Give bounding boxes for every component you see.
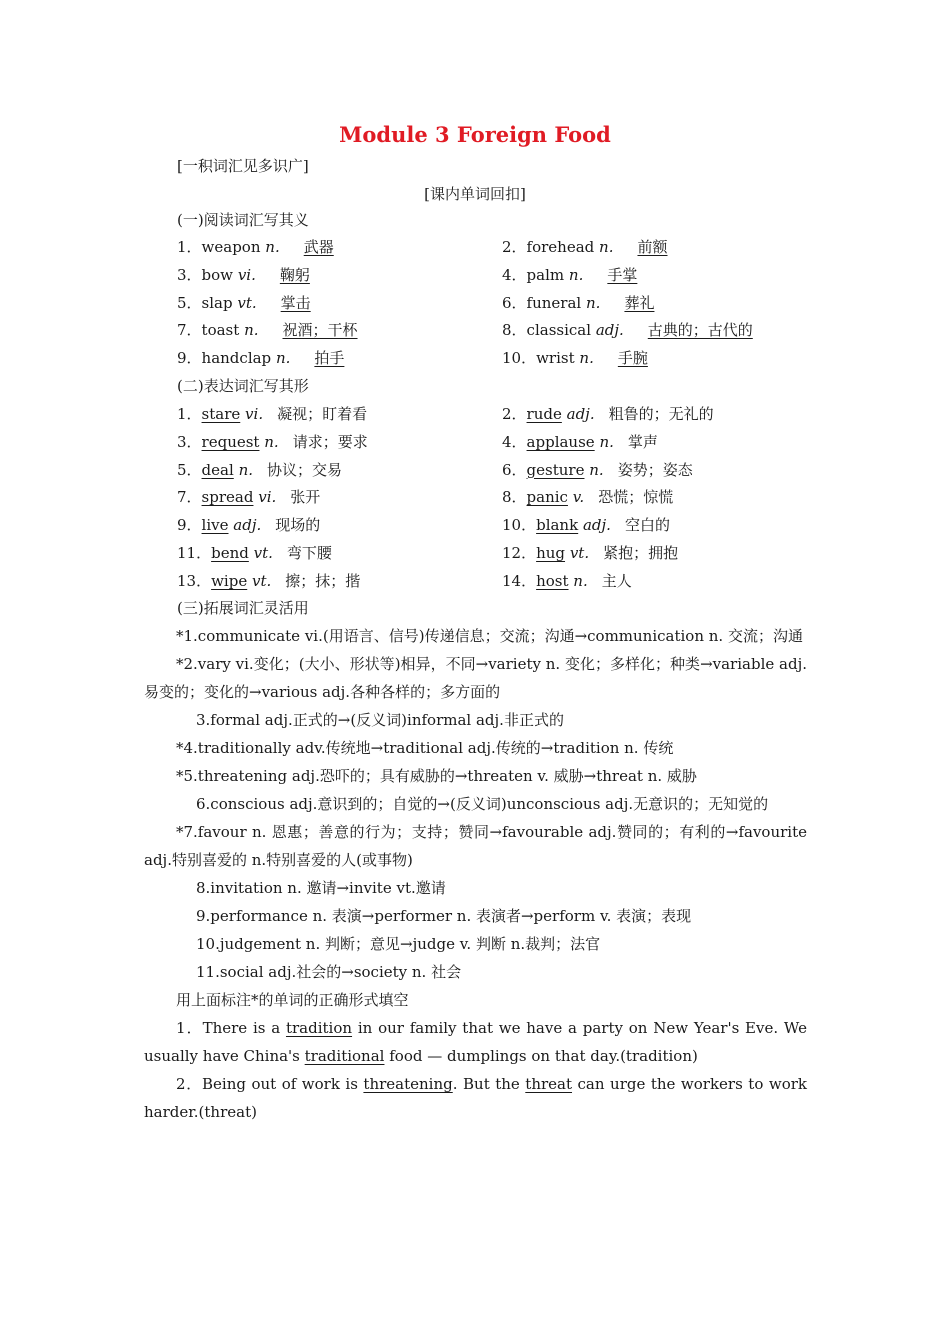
part2-item — [177, 515, 320, 535]
item-number: 13． — [177, 571, 212, 590]
item-answer: 武器 — [303, 238, 334, 256]
item-pos: n. — [275, 349, 291, 368]
item-number: 6． — [502, 293, 527, 312]
part2-heading: (二)表达词汇写其形 — [177, 377, 309, 395]
item-answer: applause — [526, 432, 595, 451]
item-meaning: 擦；抹；揩 — [285, 571, 361, 590]
part2-item — [177, 543, 332, 563]
item-answer: live — [201, 516, 229, 535]
q1-answer-1: tradition — [285, 1019, 353, 1037]
part2-item — [177, 432, 368, 452]
item-number: 10． — [502, 349, 537, 368]
item-answer: 祝酒；干杯 — [282, 321, 358, 340]
fill-question-2 — [144, 1070, 807, 1126]
item-meaning: 弯下腰 — [286, 544, 332, 562]
item-pos: vi. — [258, 488, 277, 507]
entry-2: *2.vary vi.变化；(大小、形状等)相异，不同→variety n. 变化；多样化；种类→variable adj.易变的；变化的→various adj.各种各样的；多方面的 — [144, 655, 807, 701]
item-number: 8． — [502, 321, 527, 340]
item-number: 12． — [502, 544, 537, 562]
item-pos: n. — [579, 349, 594, 368]
item-answer: 葬礼 — [624, 293, 655, 312]
item-number: 7． — [177, 488, 202, 507]
item-pos: n. — [599, 432, 614, 451]
part1-item — [502, 320, 753, 340]
item-answer: 前额 — [637, 238, 668, 256]
item-number: 3． — [177, 265, 202, 284]
item-word: weapon — [201, 238, 261, 256]
item-answer: 鞠躬 — [279, 265, 310, 284]
item-answer: 掌击 — [280, 293, 311, 312]
item-meaning: 粗鲁的；无礼的 — [608, 405, 714, 423]
part2-item — [502, 487, 673, 507]
item-number: 10． — [502, 516, 537, 535]
item-meaning: 请求；要求 — [292, 432, 368, 451]
q1-text-a: 1．There is a — [176, 1019, 286, 1037]
fill-instruction: 用上面标注*的单词的正确形式填空 — [176, 991, 409, 1009]
part2-item — [502, 460, 693, 480]
item-answer: 手掌 — [607, 265, 638, 284]
item-pos: adj. — [566, 405, 595, 423]
entry-1: *1.communicate vi.(用语言、信号)传递信息；交流；沟通→communication n. 交流；沟通 — [176, 627, 803, 645]
item-pos: n. — [586, 293, 601, 312]
entry-8: 8.invitation n. 邀请→invite vt.邀请 — [196, 879, 446, 897]
item-meaning: 姿势；姿态 — [617, 460, 693, 479]
item-number: 11． — [177, 544, 212, 562]
item-meaning: 凝视；盯着看 — [277, 405, 368, 423]
item-answer: deal — [201, 460, 234, 479]
item-meaning: 紧抱；拥抱 — [603, 544, 679, 562]
item-number: 9． — [177, 516, 202, 535]
q2-text-c: can urge the workers to work harder.(threat) — [144, 1075, 807, 1121]
item-answer: stare — [201, 405, 241, 423]
part2-item — [177, 487, 320, 507]
item-meaning: 现场的 — [275, 516, 321, 535]
item-number: 8． — [502, 488, 527, 507]
part3-entries — [144, 622, 807, 1126]
part1-item — [502, 237, 668, 257]
item-pos: n. — [599, 238, 614, 256]
item-answer: hug — [536, 544, 566, 562]
item-number: 5． — [177, 293, 202, 312]
item-word: classical — [526, 321, 592, 340]
item-word: funeral — [526, 293, 582, 312]
entry-10: 10.judgement n. 判断；意见→judge v. 判断 n.裁判；法官 — [196, 935, 601, 953]
item-answer: request — [201, 432, 260, 451]
item-word: bow — [201, 265, 234, 284]
part3-heading: (三)拓展词汇灵活用 — [177, 599, 309, 617]
entry-9: 9.performance n. 表演→performer n. 表演者→perform v. 表演；表现 — [196, 907, 692, 925]
item-pos: vt. — [252, 571, 272, 590]
item-pos: n. — [568, 265, 584, 284]
item-answer: rude — [526, 405, 562, 423]
item-number: 9． — [177, 349, 202, 368]
q2-answer-2: threat — [525, 1075, 573, 1093]
part2-item — [177, 404, 367, 424]
part1-item — [177, 293, 311, 313]
entry-5: *5.threatening adj.恐吓的；具有威胁的→threaten v. 威胁→threat n. 威胁 — [176, 767, 697, 785]
item-word: forehead — [526, 238, 595, 256]
item-pos: n. — [238, 460, 253, 479]
item-meaning: 掌声 — [627, 432, 658, 451]
q2-text-b: . But the — [452, 1075, 526, 1093]
item-number: 6． — [502, 460, 527, 479]
item-number: 7． — [177, 321, 202, 340]
item-number: 1． — [177, 405, 202, 423]
item-pos: n. — [264, 432, 279, 451]
item-pos: n. — [244, 321, 259, 340]
q1-text-b: in our family that we have a party on New Year's Eve. We usually have China's — [144, 1019, 807, 1065]
item-answer: spread — [201, 488, 254, 507]
item-pos: v. — [572, 488, 585, 507]
item-answer: 古典的；古代的 — [647, 321, 753, 340]
item-word: handclap — [201, 349, 272, 368]
part1-item — [502, 348, 648, 368]
q2-answer-1: threatening — [363, 1075, 453, 1093]
item-pos: n. — [589, 460, 604, 479]
section-heading-sub: [课内单词回扣] — [424, 185, 526, 203]
part2-item — [502, 432, 658, 452]
item-answer: gesture — [526, 460, 585, 479]
entry-3: 3.formal adj.正式的→(反义词)informal adj.非正式的 — [196, 711, 564, 729]
entry-4: *4.traditionally adv.传统地→traditional adj.传统的→tradition n. 传统 — [176, 739, 674, 757]
entry-11: 11.social adj.社会的→society n. 社会 — [196, 963, 462, 981]
part1-item — [502, 265, 637, 285]
part1-item — [177, 348, 344, 368]
item-pos: vi. — [245, 405, 264, 423]
item-meaning: 主人 — [601, 571, 632, 590]
part1-item — [177, 320, 358, 340]
item-answer: host — [536, 571, 569, 590]
item-number: 14． — [502, 571, 537, 590]
item-pos: vi. — [237, 265, 256, 284]
item-answer: 手腕 — [617, 349, 648, 368]
item-pos: vt. — [237, 293, 257, 312]
section-heading-main: [一积词汇见多识广] — [177, 157, 309, 175]
item-pos: n. — [573, 571, 588, 590]
item-word: palm — [526, 265, 565, 284]
part1-heading: (一)阅读词汇写其义 — [177, 211, 309, 229]
part2-item — [177, 571, 360, 591]
item-word: toast — [201, 321, 240, 340]
item-answer: blank — [536, 516, 579, 535]
part1-item — [177, 265, 310, 285]
part2-item — [177, 460, 342, 480]
q1-text-c: food — dumplings on that day.(tradition) — [384, 1047, 698, 1065]
item-meaning: 协议；交易 — [267, 460, 343, 479]
item-number: 2． — [502, 238, 527, 256]
part2-item — [502, 515, 670, 535]
q1-answer-2: traditional — [304, 1047, 385, 1065]
fill-question-1 — [144, 1014, 807, 1070]
item-pos: vt. — [253, 544, 273, 562]
item-pos: adj. — [233, 516, 262, 535]
item-pos: n. — [265, 238, 280, 256]
part1-item — [502, 293, 654, 313]
item-answer: 拍手 — [314, 349, 345, 368]
part1-item — [177, 237, 334, 257]
item-number: 4． — [502, 265, 527, 284]
part2-item — [502, 571, 632, 591]
item-number: 5． — [177, 460, 202, 479]
q2-text-a: 2．Being out of work is — [176, 1075, 364, 1093]
item-answer: panic — [526, 488, 568, 507]
item-pos: vt. — [569, 544, 590, 562]
part2-item — [502, 404, 714, 424]
part2-item — [502, 543, 678, 563]
item-meaning: 恐慌；惊慌 — [598, 488, 674, 507]
item-meaning: 张开 — [290, 488, 321, 507]
item-meaning: 空白的 — [624, 516, 670, 535]
item-word: slap — [201, 293, 233, 312]
item-pos: adj. — [595, 321, 624, 340]
item-number: 3． — [177, 432, 202, 451]
item-pos: adj. — [582, 516, 611, 535]
item-answer: wipe — [211, 571, 248, 590]
item-number: 2． — [502, 405, 527, 423]
entry-7: *7.favour n. 恩惠；善意的行为；支持；赞同→favourable adj.赞同的；有利的→favourite adj.特别喜爱的 n.特别喜爱的人(或事物) — [144, 823, 807, 869]
item-number: 1． — [177, 238, 202, 256]
entry-6: 6.conscious adj.意识到的；自觉的→(反义词)unconscious adj.无意识的；无知觉的 — [196, 795, 769, 813]
page-title: Module 3 Foreign Food — [339, 122, 611, 147]
item-answer: bend — [211, 544, 249, 562]
item-word: wrist — [536, 349, 575, 368]
item-number: 4． — [502, 432, 527, 451]
